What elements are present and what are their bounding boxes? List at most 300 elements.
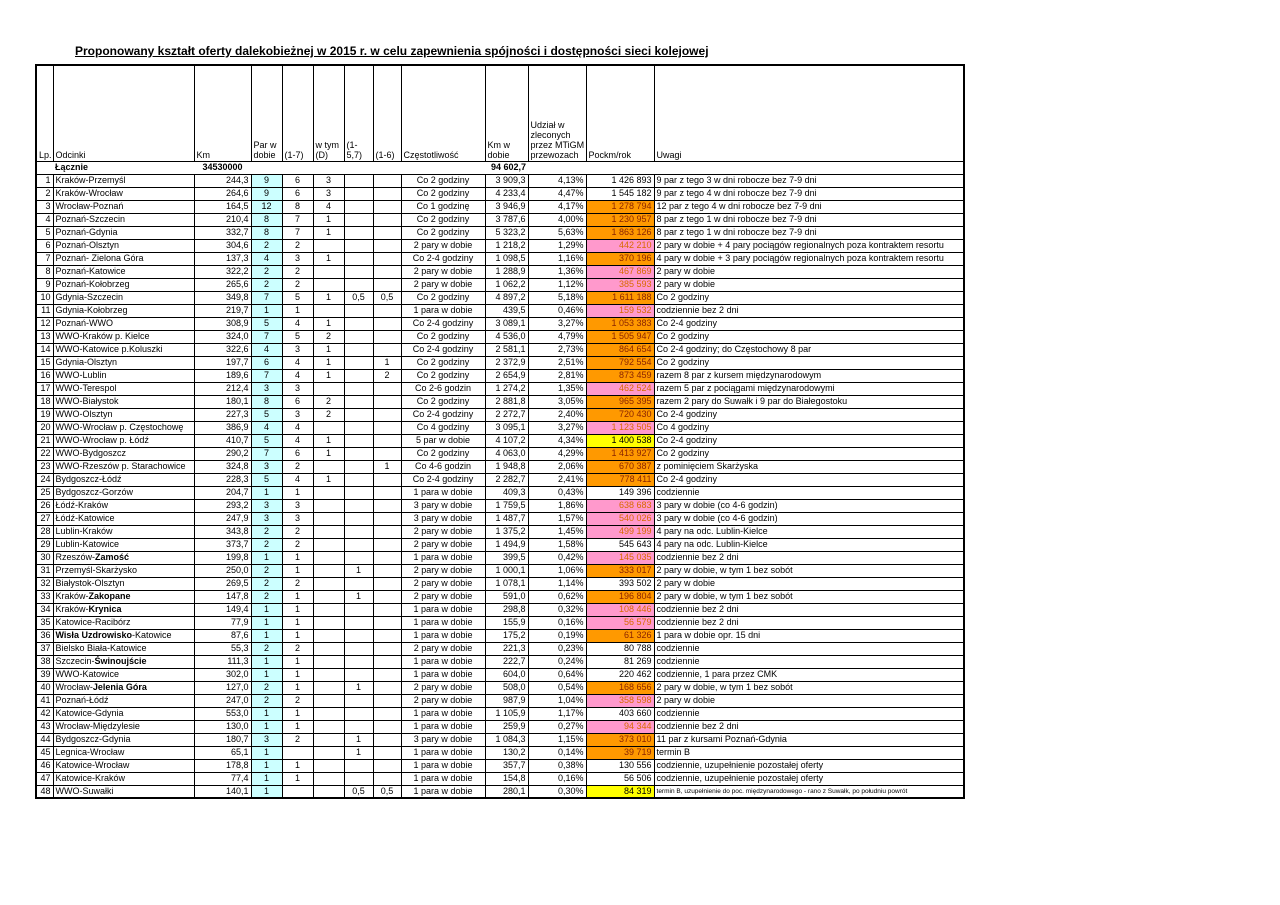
cell-par-w-dobie[interactable]: 1 [251,616,282,629]
cell-km[interactable]: 322,2 [194,265,251,278]
cell-km-w-dobie[interactable]: 1 098,5 [485,252,528,265]
cell-czestotliwosc[interactable]: Co 2 godziny [401,447,485,460]
cell-d1-7[interactable]: 6 [282,174,313,187]
cell-uwagi[interactable]: 4 pary na odc. Lublin-Kielce [654,525,964,538]
cell-pockm-rok[interactable]: 965 395 [586,395,654,408]
cell-km-w-dobie[interactable]: 4 897,2 [485,291,528,304]
cell-czestotliwosc[interactable]: Co 2 godziny [401,356,485,369]
cell-d1-7[interactable]: 2 [282,239,313,252]
totals-d1-6[interactable] [373,161,401,174]
cell-d1-5-7[interactable] [344,473,373,486]
cell-d1-7[interactable]: 2 [282,538,313,551]
cell-pockm-rok[interactable]: 1 400 538 [586,434,654,447]
cell-d1-6[interactable] [373,187,401,200]
cell-w-tym-d[interactable]: 1 [313,343,344,356]
cell-odcinek[interactable]: Kraków-Przemyśl [53,174,194,187]
cell-czestotliwosc[interactable]: Co 4 godziny [401,421,485,434]
cell-km[interactable]: 77,4 [194,772,251,785]
cell-w-tym-d[interactable] [313,551,344,564]
cell-pockm-rok[interactable]: 94 344 [586,720,654,733]
cell-lp[interactable]: 38 [36,655,53,668]
cell-pockm-rok[interactable]: 168 656 [586,681,654,694]
cell-d1-5-7[interactable] [344,642,373,655]
cell-km[interactable]: 137,3 [194,252,251,265]
cell-uwagi[interactable]: codziennie [654,655,964,668]
cell-czestotliwosc[interactable]: Co 2-4 godziny [401,343,485,356]
cell-km-w-dobie[interactable]: 154,8 [485,772,528,785]
cell-lp[interactable]: 5 [36,226,53,239]
cell-w-tym-d[interactable]: 1 [313,356,344,369]
cell-pockm-rok[interactable]: 670 387 [586,460,654,473]
cell-d1-5-7[interactable] [344,343,373,356]
cell-km-w-dobie[interactable]: 1 105,9 [485,707,528,720]
cell-udzial[interactable]: 2,73% [528,343,586,356]
cell-d1-7[interactable]: 7 [282,226,313,239]
cell-udzial[interactable]: 4,00% [528,213,586,226]
cell-km-w-dobie[interactable]: 2 282,7 [485,473,528,486]
cell-par-w-dobie[interactable]: 2 [251,590,282,603]
cell-d1-5-7[interactable] [344,512,373,525]
cell-km[interactable]: 293,2 [194,499,251,512]
cell-w-tym-d[interactable]: 2 [313,330,344,343]
totals-km[interactable]: 34530000 [194,161,251,174]
cell-par-w-dobie[interactable]: 3 [251,382,282,395]
cell-pockm-rok[interactable]: 462 524 [586,382,654,395]
cell-lp[interactable]: 1 [36,174,53,187]
cell-lp[interactable]: 4 [36,213,53,226]
cell-w-tym-d[interactable]: 1 [313,213,344,226]
cell-odcinek[interactable]: Katowice-Racibórz [53,616,194,629]
cell-km[interactable]: 210,4 [194,213,251,226]
cell-par-w-dobie[interactable]: 5 [251,473,282,486]
cell-d1-6[interactable] [373,577,401,590]
cell-km-w-dobie[interactable]: 1 084,3 [485,733,528,746]
cell-w-tym-d[interactable] [313,512,344,525]
cell-d1-5-7[interactable] [344,278,373,291]
cell-d1-6[interactable] [373,213,401,226]
cell-d1-5-7[interactable] [344,330,373,343]
cell-udzial[interactable]: 4,79% [528,330,586,343]
cell-d1-5-7[interactable] [344,668,373,681]
cell-odcinek[interactable]: Legnica-Wrocław [53,746,194,759]
cell-czestotliwosc[interactable]: 1 para w dobie [401,603,485,616]
cell-lp[interactable]: 28 [36,525,53,538]
cell-par-w-dobie[interactable]: 1 [251,785,282,798]
cell-km[interactable]: 180,7 [194,733,251,746]
cell-pockm-rok[interactable]: 80 788 [586,642,654,655]
cell-czestotliwosc[interactable]: Co 2-4 godziny [401,473,485,486]
cell-pockm-rok[interactable]: 720 430 [586,408,654,421]
cell-udzial[interactable]: 1,86% [528,499,586,512]
cell-d1-7[interactable]: 4 [282,473,313,486]
cell-d1-6[interactable] [373,512,401,525]
cell-pockm-rok[interactable]: 403 660 [586,707,654,720]
cell-udzial[interactable]: 0,16% [528,772,586,785]
cell-km-w-dobie[interactable]: 1 062,2 [485,278,528,291]
cell-lp[interactable]: 35 [36,616,53,629]
cell-w-tym-d[interactable]: 1 [313,226,344,239]
cell-czestotliwosc[interactable]: 1 para w dobie [401,707,485,720]
cell-pockm-rok[interactable]: 1 505 947 [586,330,654,343]
cell-d1-6[interactable] [373,239,401,252]
cell-w-tym-d[interactable]: 1 [313,473,344,486]
cell-d1-6[interactable] [373,278,401,291]
cell-km-w-dobie[interactable]: 1 375,2 [485,525,528,538]
cell-km-w-dobie[interactable]: 2 372,9 [485,356,528,369]
cell-uwagi[interactable]: z pominięciem Skarżyska [654,460,964,473]
cell-w-tym-d[interactable]: 3 [313,174,344,187]
cell-d1-6[interactable] [373,603,401,616]
cell-km[interactable]: 324,8 [194,460,251,473]
cell-czestotliwosc[interactable]: 1 para w dobie [401,304,485,317]
cell-par-w-dobie[interactable]: 8 [251,213,282,226]
cell-km[interactable]: 204,7 [194,486,251,499]
cell-par-w-dobie[interactable]: 2 [251,525,282,538]
cell-d1-5-7[interactable] [344,447,373,460]
cell-odcinek[interactable]: Poznań-WWO [53,317,194,330]
cell-d1-5-7[interactable] [344,382,373,395]
cell-uwagi[interactable]: Co 2-4 godziny [654,408,964,421]
cell-km[interactable]: 178,8 [194,759,251,772]
cell-par-w-dobie[interactable]: 1 [251,551,282,564]
cell-km[interactable]: 127,0 [194,681,251,694]
cell-uwagi[interactable]: termin B [654,746,964,759]
cell-uwagi[interactable]: 3 pary w dobie (co 4-6 godzin) [654,499,964,512]
cell-par-w-dobie[interactable]: 5 [251,317,282,330]
cell-d1-7[interactable]: 2 [282,278,313,291]
cell-odcinek[interactable]: Kraków-Krynica [53,603,194,616]
cell-d1-5-7[interactable] [344,499,373,512]
cell-d1-5-7[interactable]: 1 [344,590,373,603]
cell-d1-7[interactable]: 1 [282,603,313,616]
cell-czestotliwosc[interactable]: 1 para w dobie [401,616,485,629]
cell-km-w-dobie[interactable]: 591,0 [485,590,528,603]
cell-km[interactable]: 373,7 [194,538,251,551]
cell-d1-6[interactable] [373,681,401,694]
cell-odcinek[interactable]: WWO-Rzeszów p. Starachowice [53,460,194,473]
cell-d1-7[interactable]: 1 [282,707,313,720]
cell-lp[interactable]: 10 [36,291,53,304]
cell-w-tym-d[interactable] [313,486,344,499]
cell-udzial[interactable]: 0,42% [528,551,586,564]
cell-odcinek[interactable]: WWO-Wrocław p. Łódź [53,434,194,447]
cell-par-w-dobie[interactable]: 8 [251,395,282,408]
cell-odcinek[interactable]: Kraków-Wrocław [53,187,194,200]
cell-pockm-rok[interactable]: 545 643 [586,538,654,551]
cell-uwagi[interactable]: codziennie bez 2 dni [654,616,964,629]
cell-odcinek[interactable]: Poznań-Katowice [53,265,194,278]
cell-d1-6[interactable] [373,694,401,707]
cell-udzial[interactable]: 1,45% [528,525,586,538]
cell-udzial[interactable]: 0,14% [528,746,586,759]
cell-odcinek[interactable]: Bydgoszcz-Gorzów [53,486,194,499]
cell-odcinek[interactable]: Poznań- Zielona Góra [53,252,194,265]
cell-par-w-dobie[interactable]: 2 [251,681,282,694]
cell-udzial[interactable]: 4,17% [528,200,586,213]
cell-d1-6[interactable] [373,174,401,187]
cell-par-w-dobie[interactable]: 1 [251,668,282,681]
cell-pockm-rok[interactable]: 540 026 [586,512,654,525]
cell-udzial[interactable]: 1,06% [528,564,586,577]
cell-km-w-dobie[interactable]: 508,0 [485,681,528,694]
cell-uwagi[interactable]: 2 pary w dobie, w tym 1 bez sobót [654,564,964,577]
cell-par-w-dobie[interactable]: 4 [251,421,282,434]
cell-pockm-rok[interactable]: 638 683 [586,499,654,512]
cell-par-w-dobie[interactable]: 9 [251,187,282,200]
cell-d1-6[interactable] [373,408,401,421]
cell-km[interactable]: 149,4 [194,603,251,616]
cell-uwagi[interactable]: 2 pary w dobie [654,265,964,278]
cell-uwagi[interactable]: Co 2-4 godziny [654,434,964,447]
totals-w-tym-d[interactable] [313,161,344,174]
cell-pockm-rok[interactable]: 56 579 [586,616,654,629]
cell-km[interactable]: 87,6 [194,629,251,642]
cell-w-tym-d[interactable]: 4 [313,200,344,213]
cell-km[interactable]: 343,8 [194,525,251,538]
cell-udzial[interactable]: 1,17% [528,707,586,720]
cell-odcinek[interactable]: Wisła Uzdrowisko-Katowice [53,629,194,642]
cell-udzial[interactable]: 5,18% [528,291,586,304]
cell-udzial[interactable]: 0,54% [528,681,586,694]
cell-par-w-dobie[interactable]: 2 [251,265,282,278]
cell-odcinek[interactable]: Lublin-Katowice [53,538,194,551]
cell-w-tym-d[interactable]: 1 [313,252,344,265]
cell-udzial[interactable]: 1,36% [528,265,586,278]
cell-d1-5-7[interactable] [344,174,373,187]
cell-d1-7[interactable]: 1 [282,681,313,694]
cell-pockm-rok[interactable]: 145 035 [586,551,654,564]
cell-czestotliwosc[interactable]: 5 par w dobie [401,434,485,447]
cell-pockm-rok[interactable]: 385 593 [586,278,654,291]
cell-km[interactable]: 247,9 [194,512,251,525]
cell-czestotliwosc[interactable]: 1 para w dobie [401,551,485,564]
cell-w-tym-d[interactable] [313,499,344,512]
cell-d1-6[interactable] [373,434,401,447]
cell-czestotliwosc[interactable]: Co 2-4 godziny [401,252,485,265]
cell-km-w-dobie[interactable]: 4 233,4 [485,187,528,200]
cell-czestotliwosc[interactable]: 1 para w dobie [401,772,485,785]
cell-lp[interactable]: 31 [36,564,53,577]
cell-udzial[interactable]: 4,29% [528,447,586,460]
cell-lp[interactable]: 15 [36,356,53,369]
cell-pockm-rok[interactable]: 149 396 [586,486,654,499]
cell-d1-6[interactable] [373,343,401,356]
cell-uwagi[interactable]: razem 5 par z pociągami międzynarodowymi [654,382,964,395]
cell-km-w-dobie[interactable]: 259,9 [485,720,528,733]
cell-uwagi[interactable]: 2 pary w dobie, w tym 1 bez sobót [654,681,964,694]
cell-d1-7[interactable]: 2 [282,733,313,746]
cell-d1-5-7[interactable] [344,616,373,629]
cell-czestotliwosc[interactable]: 2 pary w dobie [401,694,485,707]
cell-km-w-dobie[interactable]: 2 581,1 [485,343,528,356]
totals-label[interactable]: Łącznie [53,161,194,174]
cell-w-tym-d[interactable] [313,720,344,733]
cell-udzial[interactable]: 1,12% [528,278,586,291]
cell-czestotliwosc[interactable]: 2 pary w dobie [401,642,485,655]
cell-par-w-dobie[interactable]: 3 [251,460,282,473]
cell-w-tym-d[interactable] [313,421,344,434]
cell-uwagi[interactable]: 2 pary w dobie [654,694,964,707]
cell-w-tym-d[interactable]: 1 [313,369,344,382]
totals-km-w-dobie[interactable]: 94 602,7 [485,161,528,174]
cell-odcinek[interactable]: Bydgoszcz-Gdynia [53,733,194,746]
cell-d1-5-7[interactable] [344,317,373,330]
cell-d1-5-7[interactable] [344,759,373,772]
cell-d1-5-7[interactable]: 0,5 [344,291,373,304]
cell-d1-7[interactable]: 3 [282,499,313,512]
cell-uwagi[interactable]: 2 pary w dobie [654,278,964,291]
cell-d1-5-7[interactable] [344,720,373,733]
cell-lp[interactable]: 30 [36,551,53,564]
cell-pockm-rok[interactable]: 1 863 126 [586,226,654,239]
cell-lp[interactable]: 46 [36,759,53,772]
cell-d1-6[interactable] [373,551,401,564]
cell-uwagi[interactable]: Co 4 godziny [654,421,964,434]
cell-uwagi[interactable]: codziennie [654,642,964,655]
cell-w-tym-d[interactable] [313,707,344,720]
cell-d1-6[interactable] [373,317,401,330]
cell-czestotliwosc[interactable]: 2 pary w dobie [401,278,485,291]
cell-pockm-rok[interactable]: 1 426 893 [586,174,654,187]
cell-odcinek[interactable]: Gdynia-Szczecin [53,291,194,304]
cell-w-tym-d[interactable]: 1 [313,434,344,447]
cell-d1-7[interactable]: 1 [282,590,313,603]
cell-czestotliwosc[interactable]: Co 1 godzinę [401,200,485,213]
cell-czestotliwosc[interactable]: 2 pary w dobie [401,590,485,603]
cell-d1-7[interactable]: 5 [282,330,313,343]
cell-par-w-dobie[interactable]: 2 [251,577,282,590]
cell-uwagi[interactable]: 2 pary w dobie + 4 pary pociągów regionalnych poza kontraktem resortu [654,239,964,252]
cell-uwagi[interactable]: codziennie [654,486,964,499]
cell-czestotliwosc[interactable]: Co 2 godziny [401,291,485,304]
cell-pockm-rok[interactable]: 1 545 182 [586,187,654,200]
cell-km[interactable]: 189,6 [194,369,251,382]
cell-km[interactable]: 180,1 [194,395,251,408]
cell-par-w-dobie[interactable]: 3 [251,733,282,746]
cell-km-w-dobie[interactable]: 1 948,8 [485,460,528,473]
cell-d1-5-7[interactable] [344,421,373,434]
cell-lp[interactable]: 9 [36,278,53,291]
cell-d1-7[interactable]: 3 [282,252,313,265]
cell-pockm-rok[interactable]: 1 278 794 [586,200,654,213]
cell-lp[interactable]: 11 [36,304,53,317]
cell-lp[interactable]: 14 [36,343,53,356]
cell-odcinek[interactable]: Bydgoszcz-Łódź [53,473,194,486]
cell-czestotliwosc[interactable]: Co 2-4 godziny [401,317,485,330]
cell-d1-5-7[interactable] [344,187,373,200]
cell-uwagi[interactable]: 11 par z kursami Poznań-Gdynia [654,733,964,746]
cell-km[interactable]: 265,6 [194,278,251,291]
cell-udzial[interactable]: 1,29% [528,239,586,252]
cell-par-w-dobie[interactable]: 5 [251,408,282,421]
cell-udzial[interactable]: 0,46% [528,304,586,317]
cell-udzial[interactable]: 4,13% [528,174,586,187]
cell-lp[interactable]: 42 [36,707,53,720]
cell-par-w-dobie[interactable]: 2 [251,564,282,577]
cell-udzial[interactable]: 0,19% [528,629,586,642]
cell-km-w-dobie[interactable]: 1 078,1 [485,577,528,590]
cell-d1-6[interactable]: 1 [373,356,401,369]
cell-lp[interactable]: 18 [36,395,53,408]
cell-lp[interactable]: 22 [36,447,53,460]
cell-udzial[interactable]: 0,24% [528,655,586,668]
cell-pockm-rok[interactable]: 864 654 [586,343,654,356]
cell-udzial[interactable]: 2,41% [528,473,586,486]
cell-d1-6[interactable] [373,772,401,785]
cell-km-w-dobie[interactable]: 409,3 [485,486,528,499]
cell-lp[interactable]: 6 [36,239,53,252]
cell-pockm-rok[interactable]: 778 411 [586,473,654,486]
cell-odcinek[interactable]: WWO-Terespol [53,382,194,395]
cell-uwagi[interactable]: Co 2-4 godziny [654,473,964,486]
cell-uwagi[interactable]: codziennie bez 2 dni [654,551,964,564]
cell-czestotliwosc[interactable]: 1 para w dobie [401,759,485,772]
cell-d1-5-7[interactable] [344,408,373,421]
cell-pockm-rok[interactable]: 39 719 [586,746,654,759]
cell-czestotliwosc[interactable]: 2 pary w dobie [401,525,485,538]
cell-uwagi[interactable]: termin B, uzupełnienie do poc. międzynarodowego - rano z Suwałk, po południu powrót [654,785,964,798]
cell-km[interactable]: 219,7 [194,304,251,317]
cell-w-tym-d[interactable] [313,525,344,538]
cell-d1-7[interactable]: 2 [282,642,313,655]
cell-pockm-rok[interactable]: 220 462 [586,668,654,681]
cell-d1-6[interactable] [373,252,401,265]
cell-czestotliwosc[interactable]: 1 para w dobie [401,785,485,798]
cell-lp[interactable]: 20 [36,421,53,434]
cell-odcinek[interactable]: Katowice-Wrocław [53,759,194,772]
cell-czestotliwosc[interactable]: 2 pary w dobie [401,538,485,551]
cell-d1-6[interactable] [373,200,401,213]
cell-par-w-dobie[interactable]: 1 [251,707,282,720]
cell-d1-7[interactable]: 3 [282,512,313,525]
cell-d1-7[interactable]: 1 [282,304,313,317]
cell-lp[interactable]: 45 [36,746,53,759]
cell-par-w-dobie[interactable]: 7 [251,447,282,460]
cell-d1-6[interactable] [373,421,401,434]
cell-d1-7[interactable]: 5 [282,291,313,304]
cell-d1-7[interactable]: 2 [282,577,313,590]
cell-lp[interactable]: 40 [36,681,53,694]
cell-lp[interactable]: 2 [36,187,53,200]
cell-d1-5-7[interactable] [344,434,373,447]
cell-czestotliwosc[interactable]: 3 pary w dobie [401,499,485,512]
cell-d1-6[interactable] [373,226,401,239]
cell-d1-7[interactable]: 6 [282,447,313,460]
cell-d1-6[interactable] [373,499,401,512]
cell-pockm-rok[interactable]: 467 869 [586,265,654,278]
cell-par-w-dobie[interactable]: 9 [251,174,282,187]
cell-udzial[interactable]: 1,35% [528,382,586,395]
cell-par-w-dobie[interactable]: 1 [251,486,282,499]
cell-km-w-dobie[interactable]: 3 946,9 [485,200,528,213]
cell-km[interactable]: 140,1 [194,785,251,798]
cell-d1-6[interactable] [373,395,401,408]
cell-d1-6[interactable] [373,759,401,772]
cell-udzial[interactable]: 2,51% [528,356,586,369]
cell-w-tym-d[interactable]: 2 [313,395,344,408]
cell-odcinek[interactable]: WWO-Bydgoszcz [53,447,194,460]
cell-czestotliwosc[interactable]: Co 2 godziny [401,174,485,187]
cell-par-w-dobie[interactable]: 4 [251,252,282,265]
cell-w-tym-d[interactable]: 1 [313,317,344,330]
cell-udzial[interactable]: 3,05% [528,395,586,408]
cell-uwagi[interactable]: 4 pary w dobie + 3 pary pociągów regionalnych poza kontraktem resortu [654,252,964,265]
cell-lp[interactable]: 47 [36,772,53,785]
cell-w-tym-d[interactable] [313,239,344,252]
cell-km-w-dobie[interactable]: 222,7 [485,655,528,668]
cell-odcinek[interactable]: Poznań-Łódź [53,694,194,707]
cell-d1-6[interactable]: 0,5 [373,785,401,798]
